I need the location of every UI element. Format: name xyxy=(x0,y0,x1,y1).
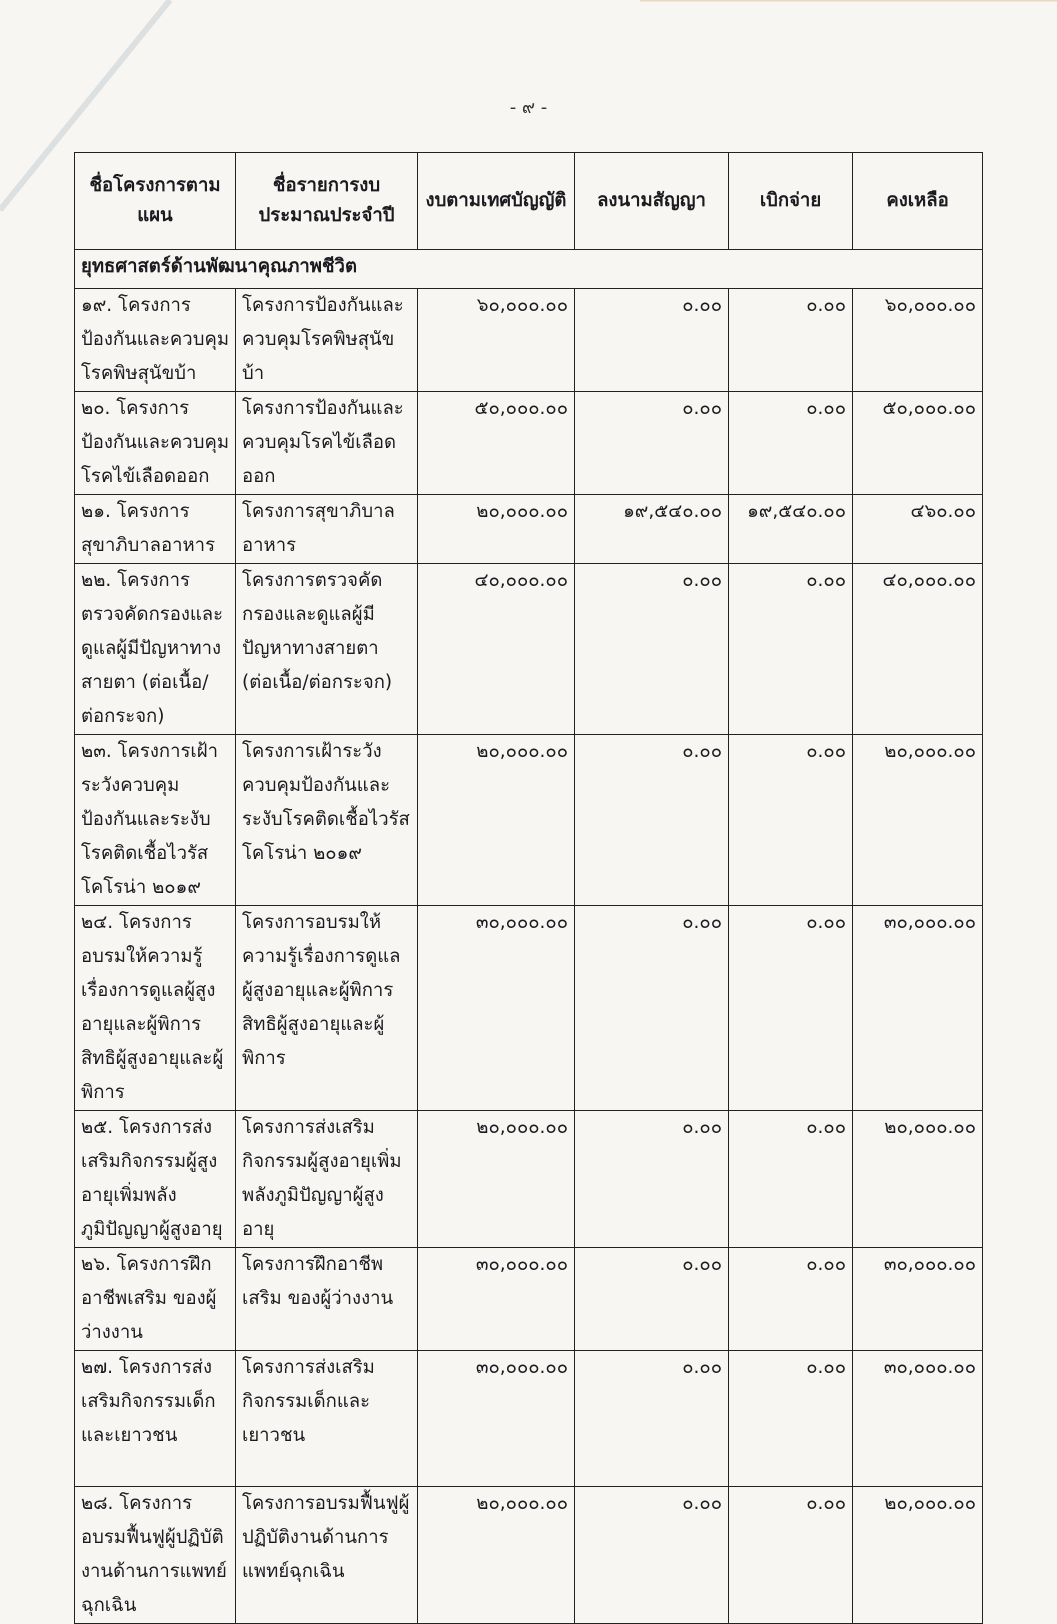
project-name-cell: ๒๕. โครงการส่งเสริมกิจกรรมผู้สูงอายุเพิ่มพลังภูมิปัญญาผู้สูงอายุ xyxy=(75,1111,236,1248)
table-row xyxy=(75,1111,983,1248)
project-name-cell: ๒๑. โครงการสุขาภิบาลอาหาร xyxy=(75,495,236,564)
project-name-cell: ๒๐. โครงการป้องกันและควบคุมโรคไข้เลือดออก xyxy=(75,392,236,495)
contract-amount-cell: ๐.๐๐ xyxy=(575,1487,729,1624)
header-contract: ลงนามสัญญา xyxy=(575,153,729,250)
budget-amount-cell: ๕๐,๐๐๐.๐๐ xyxy=(418,392,575,495)
disbursed-amount-cell: ๑๙,๕๔๐.๐๐ xyxy=(729,495,853,564)
budget-amount-cell: ๒๐,๐๐๐.๐๐ xyxy=(418,495,575,564)
contract-amount-cell: ๐.๐๐ xyxy=(575,735,729,906)
disbursed-amount-cell: ๐.๐๐ xyxy=(729,1111,853,1248)
contract-amount-cell: ๐.๐๐ xyxy=(575,906,729,1111)
remaining-amount-cell: ๓๐,๐๐๐.๐๐ xyxy=(853,1351,983,1487)
project-name-cell: ๑๙. โครงการป้องกันและควบคุมโรคพิษสุนัขบ้า xyxy=(75,289,236,392)
budget-item-cell: โครงการสุขาภิบาลอาหาร xyxy=(236,495,418,564)
disbursed-amount-cell: ๐.๐๐ xyxy=(729,1248,853,1351)
table-row xyxy=(75,392,983,495)
contract-amount-cell: ๐.๐๐ xyxy=(575,1248,729,1351)
disbursed-amount-cell: ๐.๐๐ xyxy=(729,392,853,495)
project-name-cell: ๒๓. โครงการเฝ้าระวังควบคุมป้องกันและระงับโรคติดเชื้อไวรัสโคโรน่า ๒๐๑๙ xyxy=(75,735,236,906)
budget-item-cell: โครงการส่งเสริมกิจกรรมผู้สูงอายุเพิ่มพลังภูมิปัญญาผู้สูงอายุ xyxy=(236,1111,418,1248)
disbursed-amount-cell: ๐.๐๐ xyxy=(729,906,853,1111)
header-disbursed: เบิกจ่าย xyxy=(729,153,853,250)
page-number: - ๙ - xyxy=(509,97,548,118)
table-row xyxy=(75,564,983,735)
disbursed-amount-cell: ๐.๐๐ xyxy=(729,1487,853,1624)
budget-amount-cell: ๓๐,๐๐๐.๐๐ xyxy=(418,1351,575,1487)
remaining-amount-cell: ๓๐,๐๐๐.๐๐ xyxy=(853,906,983,1111)
contract-amount-cell: ๐.๐๐ xyxy=(575,289,729,392)
budget-item-cell: โครงการฝึกอาชีพเสริม ของผู้ว่างงาน xyxy=(236,1248,418,1351)
contract-amount-cell: ๐.๐๐ xyxy=(575,392,729,495)
remaining-amount-cell: ๔๖๐.๐๐ xyxy=(853,495,983,564)
table-row xyxy=(75,495,983,564)
header-budget: งบตามเทศบัญญัติ xyxy=(418,153,575,250)
remaining-amount-cell: ๕๐,๐๐๐.๐๐ xyxy=(853,392,983,495)
contract-amount-cell: ๐.๐๐ xyxy=(575,1111,729,1248)
project-name-cell: ๒๖. โครงการฝึกอาชีพเสริม ของผู้ว่างงาน xyxy=(75,1248,236,1351)
table-row xyxy=(75,1351,983,1487)
section-title: ยุทธศาสตร์ด้านพัฒนาคุณภาพชีวิต xyxy=(75,250,983,289)
budget-item-cell: โครงการอบรมฟื้นฟูผู้ปฏิบัติงานด้านการแพทย์ฉุกเฉิน xyxy=(236,1487,418,1624)
remaining-amount-cell: ๖๐,๐๐๐.๐๐ xyxy=(853,289,983,392)
budget-amount-cell: ๓๐,๐๐๐.๐๐ xyxy=(418,1248,575,1351)
table-header-row xyxy=(75,153,983,250)
contract-amount-cell: ๐.๐๐ xyxy=(575,564,729,735)
budget-item-cell: โครงการตรวจคัดกรองและดูแลผู้มีปัญหาทางสายตา (ต่อเนื้อ/ต่อกระจก) xyxy=(236,564,418,735)
project-name-cell: ๒๒. โครงการตรวจคัดกรองและดูแลผู้มีปัญหาทางสายตา (ต่อเนื้อ/ต่อกระจก) xyxy=(75,564,236,735)
budget-amount-cell: ๒๐,๐๐๐.๐๐ xyxy=(418,1487,575,1624)
budget-amount-cell: ๔๐,๐๐๐.๐๐ xyxy=(418,564,575,735)
budget-item-cell: โครงการอบรมให้ความรู้เรื่องการดูแลผู้สูงอายุและผู้พิการสิทธิผู้สูงอายุและผู้พิการ xyxy=(236,906,418,1111)
header-remaining: คงเหลือ xyxy=(853,153,983,250)
table-row xyxy=(75,1248,983,1351)
disbursed-amount-cell: ๐.๐๐ xyxy=(729,564,853,735)
project-name-cell: ๒๔. โครงการอบรมให้ความรู้เรื่องการดูแลผู้สูงอายุและผู้พิการสิทธิผู้สูงอายุและผู้พิการ xyxy=(75,906,236,1111)
contract-amount-cell: ๐.๐๐ xyxy=(575,1351,729,1487)
remaining-amount-cell: ๔๐,๐๐๐.๐๐ xyxy=(853,564,983,735)
table-row xyxy=(75,289,983,392)
remaining-amount-cell: ๒๐,๐๐๐.๐๐ xyxy=(853,1111,983,1248)
disbursed-amount-cell: ๐.๐๐ xyxy=(729,289,853,392)
remaining-amount-cell: ๓๐,๐๐๐.๐๐ xyxy=(853,1248,983,1351)
table-row xyxy=(75,735,983,906)
budget-item-cell: โครงการส่งเสริมกิจกรรมเด็กและเยาวชน xyxy=(236,1351,418,1487)
budget-item-cell: โครงการเฝ้าระวังควบคุมป้องกันและระงับโรคติดเชื้อไวรัสโคโรน่า ๒๐๑๙ xyxy=(236,735,418,906)
budget-item-cell: โครงการป้องกันและควบคุมโรคไข้เลือดออก xyxy=(236,392,418,495)
budget-amount-cell: ๖๐,๐๐๐.๐๐ xyxy=(418,289,575,392)
project-name-cell: ๒๗. โครงการส่งเสริมกิจกรรมเด็กและเยาวชน xyxy=(75,1351,236,1487)
budget-amount-cell: ๒๐,๐๐๐.๐๐ xyxy=(418,1111,575,1248)
contract-amount-cell: ๑๙,๕๔๐.๐๐ xyxy=(575,495,729,564)
header-project: ชื่อโครงการตามแผน xyxy=(75,153,236,250)
header-item: ชื่อรายการงบประมาณประจำปี xyxy=(236,153,418,250)
budget-item-cell: โครงการป้องกันและควบคุมโรคพิษสุนัขบ้า xyxy=(236,289,418,392)
budget-table xyxy=(74,152,983,1624)
section-row xyxy=(75,250,983,289)
remaining-amount-cell: ๒๐,๐๐๐.๐๐ xyxy=(853,735,983,906)
table-row xyxy=(75,1487,983,1624)
table-row xyxy=(75,906,983,1111)
budget-amount-cell: ๒๐,๐๐๐.๐๐ xyxy=(418,735,575,906)
disbursed-amount-cell: ๐.๐๐ xyxy=(729,1351,853,1487)
project-name-cell: ๒๘. โครงการอบรมฟื้นฟูผู้ปฏิบัติงานด้านการแพทย์ฉุกเฉิน xyxy=(75,1487,236,1624)
disbursed-amount-cell: ๐.๐๐ xyxy=(729,735,853,906)
remaining-amount-cell: ๒๐,๐๐๐.๐๐ xyxy=(853,1487,983,1624)
budget-amount-cell: ๓๐,๐๐๐.๐๐ xyxy=(418,906,575,1111)
